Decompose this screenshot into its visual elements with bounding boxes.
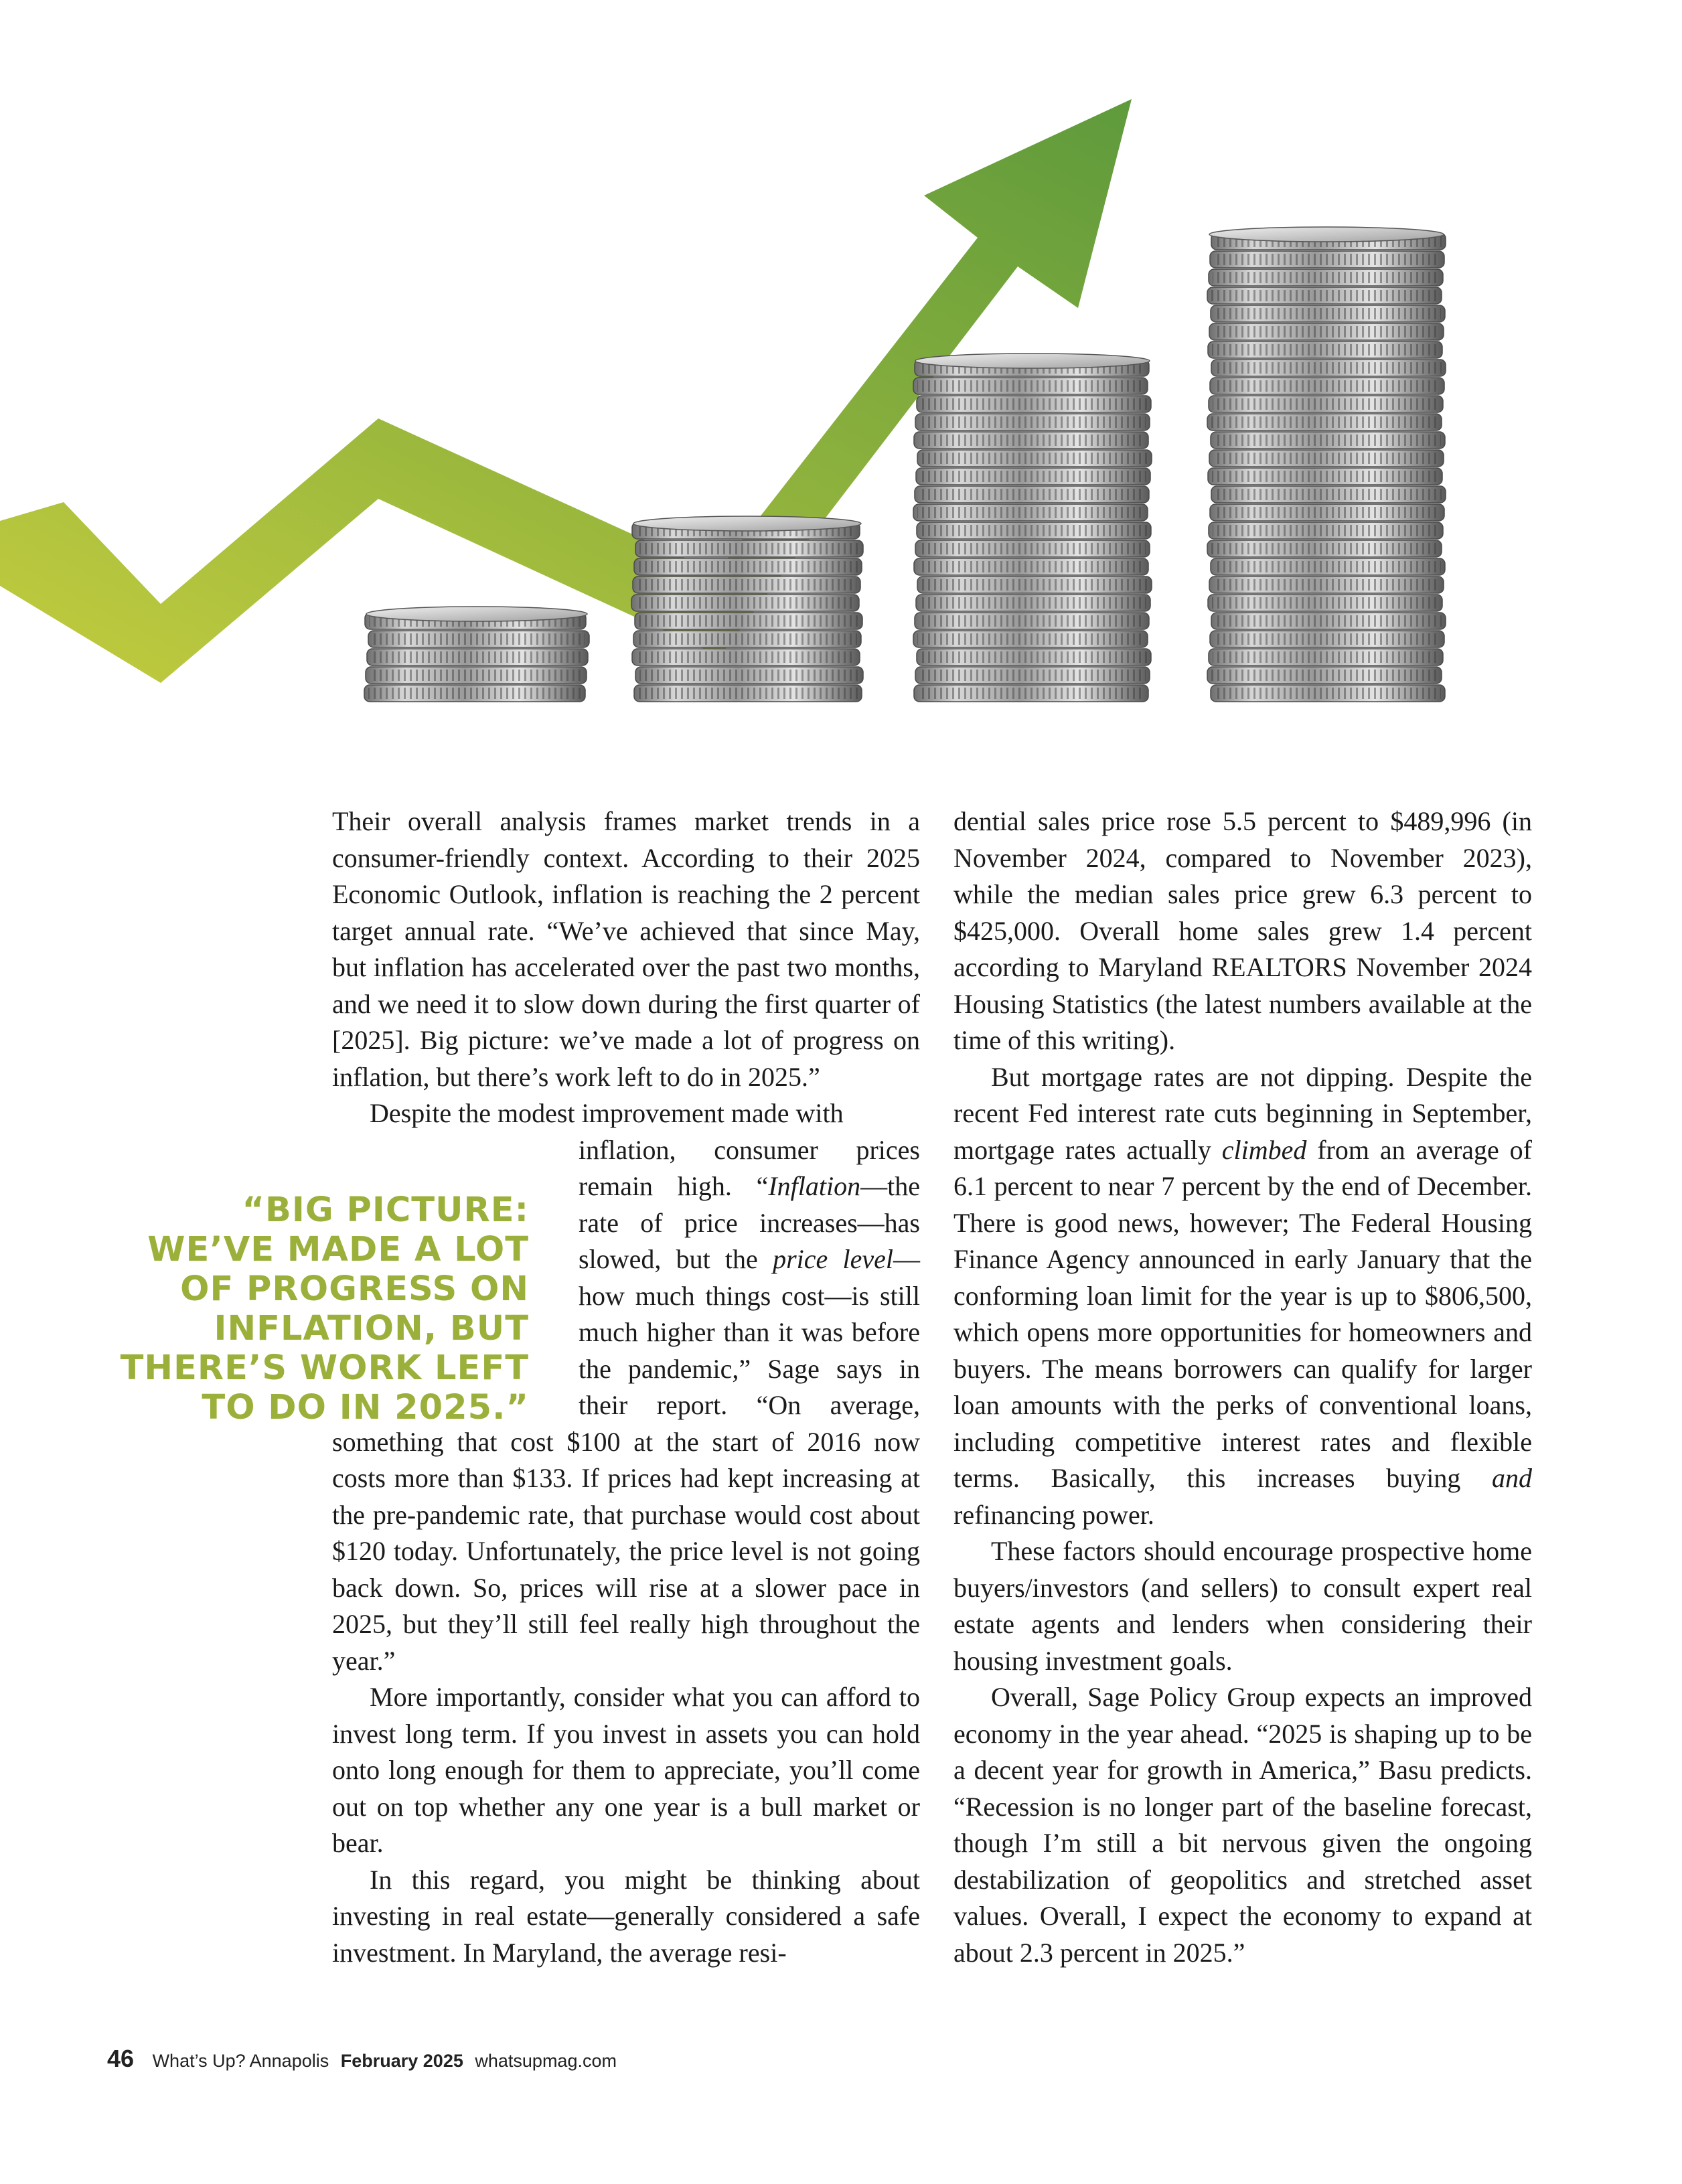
paragraph: Overall, Sage Policy Group expects an improved economy in the year ahead. “2025 is shaping up to be a decent year for growth in America,” Basu predicts. “Recession is no longer part of the baseline forecast, though I’m still a bit nervous given the ongoing destabilization of geopolitics and stretched asset values. Overall, I expect the economy to expand at about 2.3 percent in 2025.” bbox=[953, 1682, 1532, 1968]
paragraph: Their overall analysis frames market trends in a consumer-friendly context. According to their 2025 Economic Outlook, inflation is reaching the 2 percent target annual rate. “We’ve achieved that since May, but inflation has accelerated over the past two months, and we need it to slow down during the first quarter of [2025]. Big picture: we’ve made a lot of progress on inflation, but there’s work left to do in 2025.” bbox=[332, 806, 920, 1092]
text-run: inflation, consumer prices remain high. “ bbox=[579, 1134, 920, 1201]
website: whatsupmag.com bbox=[475, 2051, 617, 2071]
coin-stack-icon bbox=[913, 354, 1152, 702]
text-run: refinancing power. bbox=[953, 1499, 1154, 1530]
magazine-name: What’s Up? Annapolis bbox=[152, 2051, 329, 2071]
italic-text: climbed bbox=[1221, 1134, 1307, 1165]
italic-text: price level bbox=[773, 1244, 893, 1274]
hero-illustration bbox=[0, 0, 1682, 750]
article-column-left bbox=[332, 803, 920, 1971]
coin-stacks bbox=[364, 227, 1446, 702]
issue-date: February 2025 bbox=[340, 2051, 463, 2071]
page-number: 46 bbox=[107, 2045, 135, 2072]
paragraph: These factors should encourage prospective home buyers/investors (and sellers) to consult expert real estate agents and lenders when considering their housing investment goals. bbox=[953, 1536, 1532, 1676]
paragraph: dential sales price rose 5.5 percent to $489,996 (in November 2024, compared to November 2023), while the median sales price grew 6.3 percent to $425,000. Overall home sales grew 1.4 percent according to Maryland REALTORS November 2024 Housing Statistics (the latest numbers available at the time of this writing). bbox=[953, 806, 1532, 1055]
page-footer bbox=[107, 2045, 617, 2073]
text-run: Despite the modest improvement made with bbox=[370, 1098, 844, 1128]
coin-stack-icon bbox=[1207, 227, 1446, 702]
text-run: from an average of 6.1 percent to near 7 percent by the end of December. There is good news, however; The Federal Housing Finance Agency announced in early January that the conforming loan limit for the year is up to $806,500, which opens more opportunities for homeowners and buyers. The means borrowers can qualify for larger loan amounts with the perks of conventional loans, including competitive interest rates and flexible terms. Basically, this increases buying bbox=[953, 1134, 1532, 1493]
paragraph: In this regard, you might be thinking about investing in real estate—generally considered a safe investment. In Maryland, the average resi- bbox=[332, 1864, 920, 1968]
paragraph bbox=[332, 1095, 920, 1679]
pull-quote-space bbox=[332, 1132, 579, 1424]
paragraph bbox=[953, 1059, 1532, 1534]
text-run: But mortgage rates are not dipping. Despite the recent Fed interest rate cuts beginning in September, mortgage rates actually bbox=[953, 1061, 1532, 1165]
text-run: —how much things cost—is still much higher than it was before the pandemic,” Sage says in their report. “On average, something that cost $100 at the start of 2016 now costs more than $133. If prices had kept increasing at the pre-pandemic rate, that purchase would cost about $120 today. Unfortunately, the price level is not going back down. So, prices will rise at a slower pace in 2025, but they’ll still feel really high throughout the year.” bbox=[332, 1244, 920, 1676]
coin-stack-icon bbox=[631, 516, 863, 702]
coin-stack-icon bbox=[364, 607, 589, 702]
italic-text: Inflation bbox=[768, 1171, 861, 1201]
paragraph: More importantly, consider what you can afford to invest long term. If you invest in assets you can hold onto long enough for them to appreciate, you’ll come out on top whether any one year is a bull market or bear. bbox=[332, 1682, 920, 1858]
text-run: —the rate of price increases—has slowed, but the bbox=[579, 1171, 920, 1274]
italic-text: and bbox=[1492, 1463, 1532, 1493]
pull-quote: “BIG PICTURE: WE’VE MADE A LOT OF PROGRESS ON INFLATION, BUT THERE’S WORK LEFT TO DO IN 2025.” bbox=[120, 1190, 529, 1427]
article-column-right bbox=[953, 803, 1532, 1971]
